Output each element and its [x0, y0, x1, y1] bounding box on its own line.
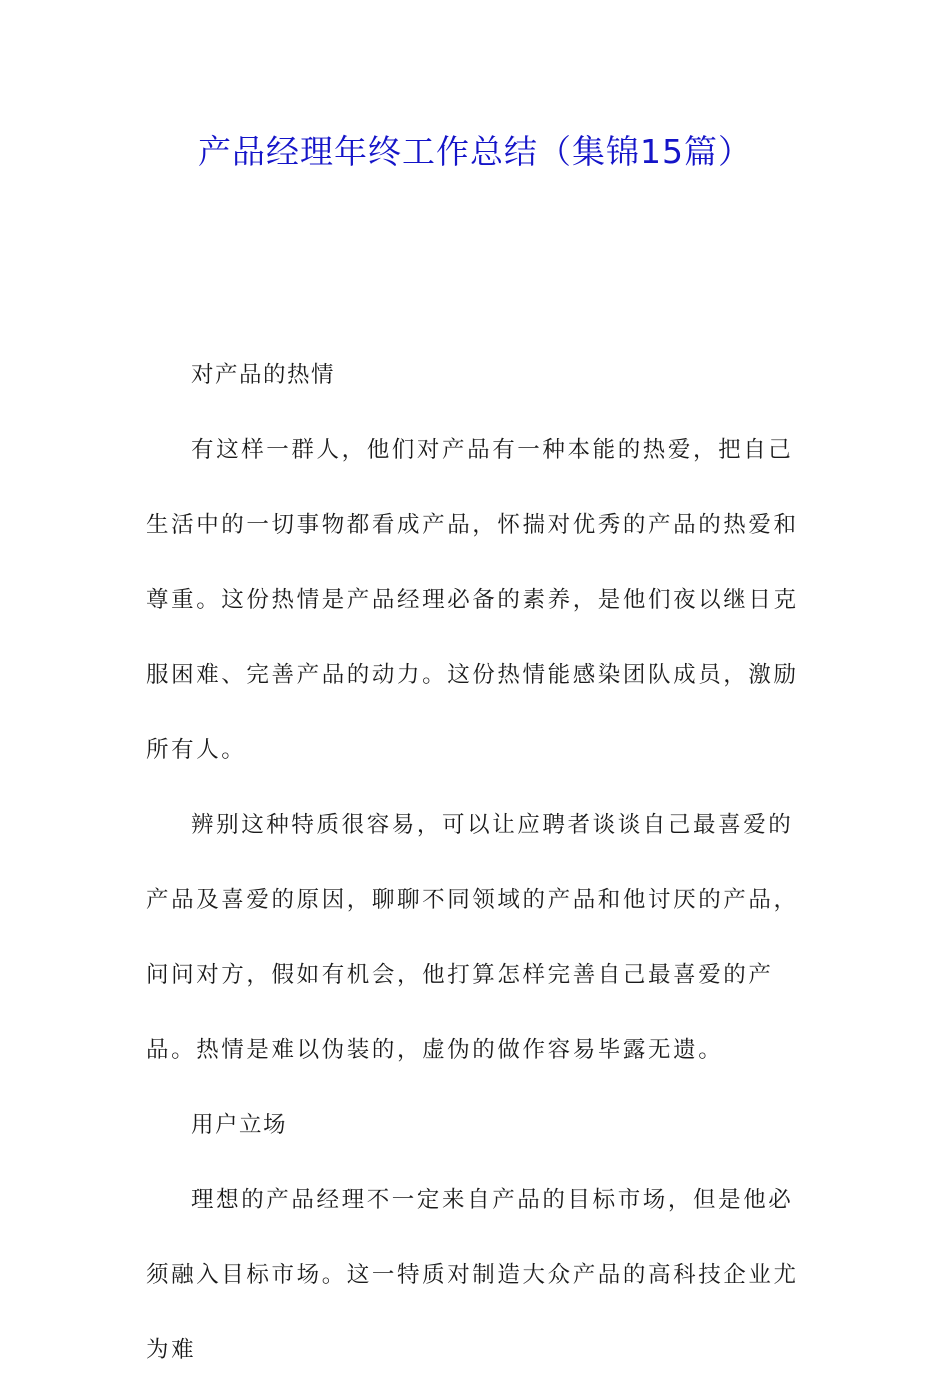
section-heading-passion: 对产品的热情 [191, 362, 336, 388]
document-title: 产品经理年终工作总结（集锦15篇） [198, 132, 752, 171]
document-body [146, 338, 811, 1388]
section-heading-user-stance: 用户立场 [191, 1112, 288, 1138]
paragraph: 辨别这种特质很容易，可以让应聘者谈谈自己最喜爱的产品及喜爱的原因，聊聊不同领域的产品和他讨厌的产品，问问对方，假如有机会，他打算怎样完善自己最喜爱的产品。热情是难以伪装的，虚伪的做作容易毕露无遗。 [146, 812, 799, 1063]
paragraph: 理想的产品经理不一定来自产品的目标市场，但是他必须融入目标市场。这一特质对制造大众产品的高科技企业尤为难 [146, 1187, 799, 1363]
paragraph: 有这样一群人，他们对产品有一种本能的热爱，把自己生活中的一切事物都看成产品，怀揣对优秀的产品的热爱和尊重。这份热情是产品经理必备的素养，是他们夜以继日克服困难、完善产品的动力。这份热情能感染团队成员，激励所有人。 [146, 437, 799, 763]
